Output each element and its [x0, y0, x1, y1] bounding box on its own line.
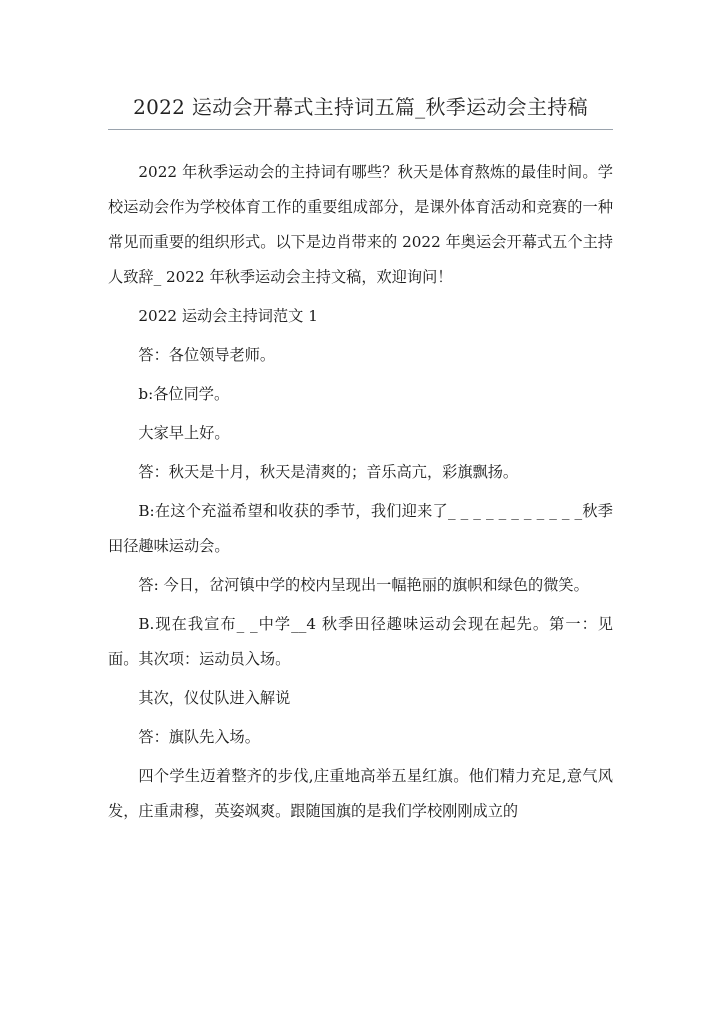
document-body — [108, 155, 613, 829]
paragraph: B.现在我宣布_ _中学__4 秋季田径趣味运动会现在起先。第一：见面。其次项：运动员入场。 — [108, 615, 613, 668]
section-heading: 2022 运动会主持词范文 1 — [138, 307, 318, 325]
intro-paragraph: 2022 年秋季运动会的主持词有哪些？秋天是体育熬炼的最佳时间。学校运动会作为学校体育工作的重要组成部分，是课外体育活动和竞赛的一种常见而重要的组织形式。以下是边肖带来的 2022 年奥运会开幕式五个主持人致辞_ 2022 年秋季运动会主持文稿，欢迎询问！ — [108, 163, 613, 286]
paragraph: 答：各位领导老师。 — [138, 346, 276, 364]
paragraph: 大家早上好。 — [138, 424, 230, 442]
paragraph: 答: 今日，岔河镇中学的校内呈现出一幅艳丽的旗帜和绿色的微笑。 — [138, 576, 589, 594]
paragraph: 四个学生迈着整齐的步伐,庄重地高举五星红旗。他们精力充足,意气风发，庄重肃穆，英姿飒爽。跟随国旗的是我们学校刚刚成立的 — [108, 767, 613, 820]
paragraph: b:各位同学。 — [138, 385, 230, 403]
document-title: 2022 运动会开幕式主持词五篇_秋季运动会主持稿 — [133, 95, 588, 119]
title-divider — [108, 129, 613, 130]
paragraph: 答：秋天是十月，秋天是清爽的；音乐高亢，彩旗飘扬。 — [138, 463, 519, 481]
paragraph: B:在这个充溢希望和收获的季节，我们迎来了_ _ _ _ _ _ _ _ _ _ _秋季田径趣味运动会。 — [108, 502, 613, 555]
paragraph: 其次，仪仗队进入解说 — [138, 689, 291, 707]
paragraph: 答：旗队先入场。 — [138, 728, 260, 746]
